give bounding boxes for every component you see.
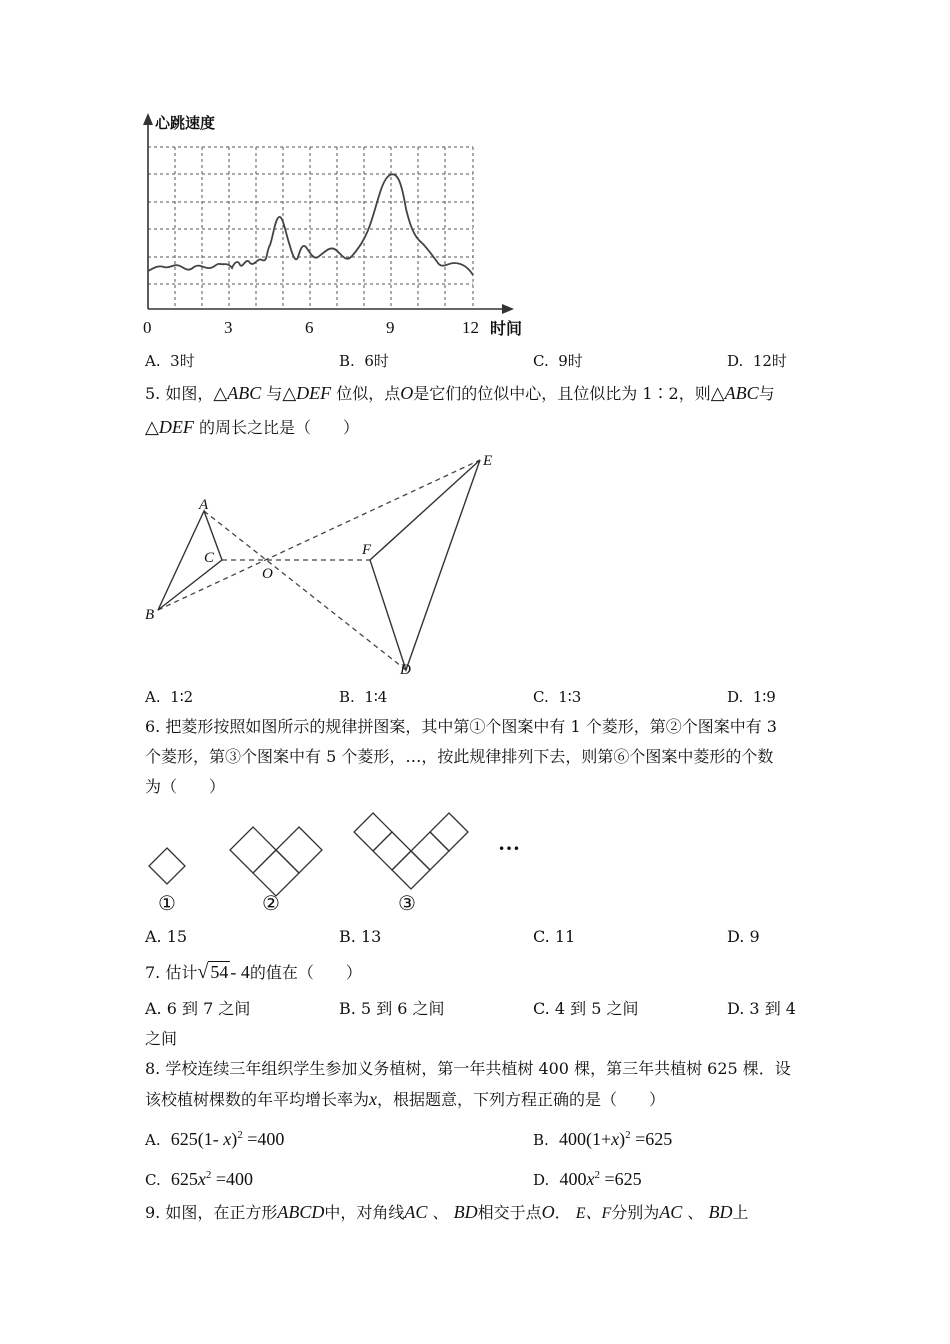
- q4-option-d[interactable]: [727, 350, 787, 372]
- q9-text: 分别为: [611, 1203, 660, 1222]
- q5-line-1: [145, 382, 775, 405]
- label-o: O: [262, 566, 273, 582]
- option-letter: D.: [727, 688, 744, 706]
- x-tick-12: 12: [462, 318, 479, 337]
- q6-line-3: 为（ ）: [145, 777, 226, 796]
- option-letter: B.: [533, 1131, 549, 1149]
- q6-option-d[interactable]: [727, 926, 760, 948]
- q5-text: 与: [266, 384, 283, 403]
- q6-line-2: 个菱形，第③个图案中有 5 个菱形，…，按此规律排列下去，则第⑥个图案中菱形的个数: [145, 747, 774, 766]
- q5-text: 位似，点: [336, 384, 401, 403]
- q5-point-o: O: [400, 383, 414, 403]
- x-tick-6: 6: [305, 318, 314, 337]
- option-letter: C.: [533, 352, 549, 370]
- q8-line-1: 8. 学校连续三年组织学生参加义务植树，第一年共植树 400 棵，第三年共植树 625 棵．设: [145, 1059, 791, 1078]
- q8-option-c[interactable]: [145, 1164, 253, 1191]
- rhombus-patterns: [140, 806, 540, 918]
- q8-line-2: [145, 1088, 665, 1111]
- option-text: 11: [554, 927, 576, 946]
- q4-option-c[interactable]: [533, 350, 583, 372]
- option-text: 1∶4: [364, 688, 388, 706]
- label-b: B: [145, 607, 155, 623]
- option-letter: D.: [727, 927, 745, 946]
- equation: $625x^2 =400$: [170, 1169, 254, 1189]
- option-letter: A.: [145, 1131, 161, 1149]
- label-c: C: [204, 550, 215, 566]
- q6-option-c[interactable]: [533, 926, 575, 948]
- option-letter: B.: [339, 688, 355, 706]
- q9-diagonal-bd: BD: [453, 1202, 478, 1222]
- q7-minus-four: - 4: [230, 962, 250, 982]
- chart-y-label: 心跳速度: [155, 114, 216, 132]
- q6-line-1: 6. 把菱形按照如图所示的规律拼图案，其中第①个图案中有 1 个菱形，第②个图案中有 3: [145, 717, 777, 736]
- equation: 625(1- x)$^2$ =400: [170, 1129, 285, 1149]
- equation: $400(1+x)^2 =625$: [558, 1129, 673, 1149]
- q9-text: ．: [554, 1203, 571, 1222]
- q4-option-a[interactable]: [145, 350, 195, 372]
- q9-diagonal-bd: BD: [708, 1202, 733, 1222]
- q5-number: 5.: [145, 384, 161, 403]
- option-text: 3时: [170, 352, 195, 370]
- option-letter: A.: [145, 688, 161, 706]
- q5-triangle-def: △DEF: [145, 417, 194, 437]
- dashed-line-ad: [204, 511, 406, 670]
- option-letter: C.: [533, 927, 550, 946]
- q8-option-b[interactable]: [533, 1124, 672, 1151]
- label-f: F: [362, 542, 372, 558]
- option-text: 9: [749, 927, 760, 946]
- q7-option-d[interactable]: D. 3 到 4: [727, 999, 796, 1018]
- q5-option-c[interactable]: [533, 686, 581, 708]
- pattern-2: [230, 827, 322, 896]
- q8-text: 该校植树棵数的年平均增长率为: [145, 1090, 370, 1109]
- pattern-label-1: ①: [158, 893, 176, 915]
- option-text: 1∶3: [558, 688, 582, 706]
- q9-diagonal-ac: AC: [404, 1202, 428, 1222]
- y-axis-arrow: [143, 113, 153, 125]
- q7-text: 7. 估计: [145, 963, 198, 982]
- x-axis-arrow: [502, 304, 514, 314]
- label-e: E: [483, 453, 493, 469]
- q9-text: 上: [732, 1203, 749, 1222]
- pattern-label-2: ②: [262, 893, 280, 915]
- option-letter: C.: [533, 688, 549, 706]
- q9-line-1: [145, 1201, 749, 1225]
- q9-text: 相交于点: [477, 1203, 542, 1222]
- option-letter: C.: [145, 1171, 161, 1189]
- q9-text: 、: [432, 1203, 449, 1222]
- q5-text: 是它们的位似中心，且位似比为 1∶2，则: [413, 384, 711, 403]
- q6-option-a[interactable]: [145, 926, 187, 948]
- q9-text: 中，对角线: [324, 1203, 405, 1222]
- q9-points-ef: E、F: [575, 1205, 612, 1222]
- q8-option-a[interactable]: [145, 1124, 284, 1151]
- q6-option-b[interactable]: [339, 926, 381, 948]
- q5-triangle-def: △DEF: [282, 383, 332, 403]
- x-tick-9: 9: [386, 318, 395, 337]
- option-text: 1∶2: [170, 688, 194, 706]
- q5-triangle-abc: △ABC: [710, 383, 759, 403]
- q5-line-2: [145, 416, 359, 439]
- q9-number: 9.: [145, 1203, 161, 1222]
- option-text: 12时: [752, 352, 787, 370]
- q7-option-c[interactable]: C. 4 到 5 之间: [533, 999, 639, 1018]
- option-text: 1∶9: [752, 688, 776, 706]
- x-tick-0: 0: [143, 318, 152, 337]
- option-text: 9时: [558, 352, 583, 370]
- q5-text: 如图，: [165, 384, 214, 403]
- option-letter: B.: [339, 927, 356, 946]
- q5-option-b[interactable]: [339, 686, 387, 708]
- q7-option-b[interactable]: B. 5 到 6 之间: [339, 999, 445, 1018]
- q9-text: 、: [687, 1203, 704, 1222]
- pattern-1-rhombus: [149, 848, 185, 884]
- q8-variable-x: x: [369, 1089, 378, 1109]
- q9-point-o: O: [541, 1202, 555, 1222]
- q9-square-abcd: ABCD: [277, 1202, 325, 1222]
- option-text: 6时: [364, 352, 389, 370]
- pattern-ellipsis: …: [498, 830, 520, 855]
- heart-rate-chart: [130, 105, 550, 345]
- q5-text: 与: [758, 384, 775, 403]
- sqrt-sign: √: [197, 961, 209, 983]
- chart-grid: [148, 147, 473, 309]
- dashed-line-be: [158, 460, 480, 610]
- q7-stem: [145, 961, 362, 984]
- q9-diagonal-ac: AC: [659, 1202, 683, 1222]
- label-a: A: [199, 497, 209, 513]
- q8-text: ，根据题意，下列方程正确的是（ ）: [377, 1090, 666, 1109]
- option-text: 15: [166, 927, 188, 946]
- pattern-label-3: ③: [398, 893, 416, 915]
- q5-option-d[interactable]: [727, 686, 776, 708]
- q7-option-d-wrap: 之间: [145, 1029, 178, 1048]
- q7-option-a[interactable]: A. 6 到 7 之间: [145, 999, 251, 1018]
- label-d: D: [400, 662, 411, 678]
- option-letter: D.: [533, 1171, 550, 1189]
- sqrt-radicand: 54: [210, 962, 229, 982]
- homothety-figure: [140, 450, 510, 680]
- option-letter: A.: [145, 352, 161, 370]
- pattern-3: [354, 813, 468, 889]
- x-tick-3: 3: [224, 318, 233, 337]
- option-letter: D.: [727, 352, 744, 370]
- q9-text: 如图，在正方形: [165, 1203, 278, 1222]
- option-letter: A.: [145, 927, 162, 946]
- option-letter: B.: [339, 352, 355, 370]
- q5-text: 的周长之比是（ ）: [198, 418, 359, 437]
- q5-option-a[interactable]: [145, 686, 193, 708]
- triangle-def: [370, 460, 480, 670]
- equation: $400x^2 =625$: [559, 1169, 642, 1189]
- option-text: 13: [360, 927, 382, 946]
- q7-text: 的值在（ ）: [249, 963, 362, 982]
- chart-x-label: 时间: [490, 319, 523, 338]
- q4-option-b[interactable]: [339, 350, 389, 372]
- q5-triangle-abc: △ABC: [213, 383, 262, 403]
- q8-option-d[interactable]: [533, 1164, 642, 1191]
